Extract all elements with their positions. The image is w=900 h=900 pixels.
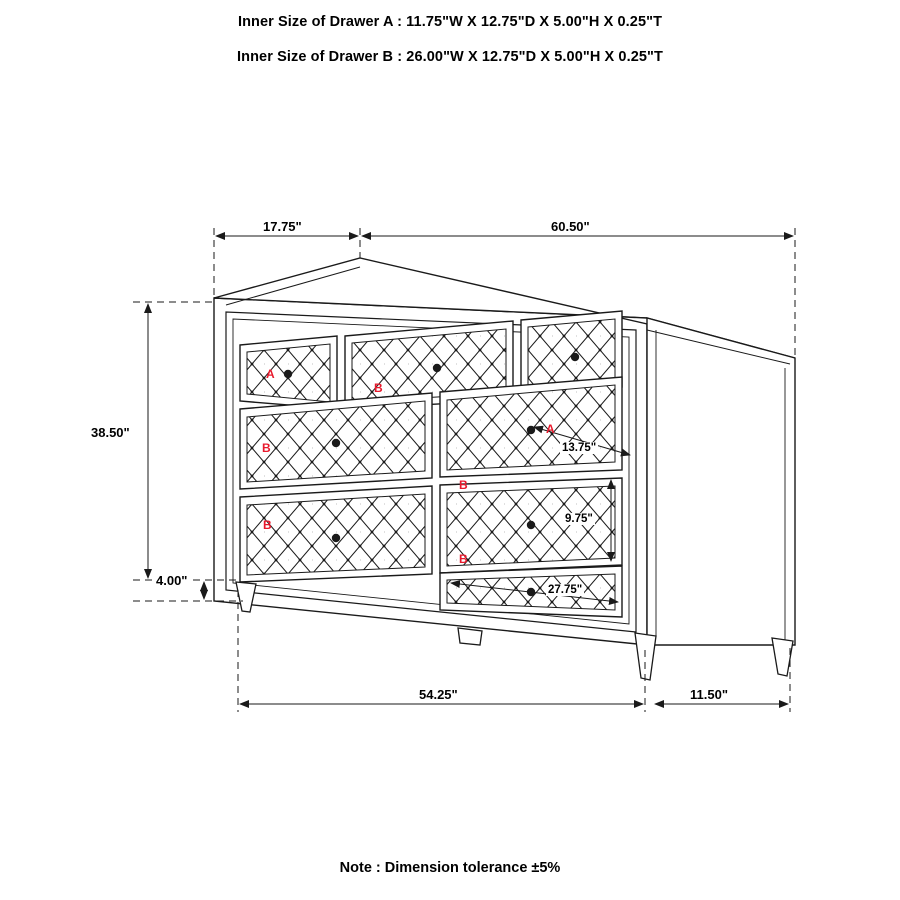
- dimension-label-4-00: 4.00": [156, 573, 188, 588]
- drawer-marker-b-4: B: [263, 518, 272, 532]
- drawer-fronts: [240, 311, 622, 617]
- drawer-b-size-note: Inner Size of Drawer B : 26.00"W X 12.75"D X 5.00"H X 0.25"T: [237, 49, 663, 65]
- dimension-label-11-50: 11.50": [690, 687, 728, 702]
- dimension-label-17-75: 17.75": [263, 219, 302, 234]
- drawer-row4-right: [440, 566, 622, 617]
- drawer-marker-b-3: B: [459, 478, 468, 492]
- dimension-label-60-50: 60.50": [551, 219, 590, 234]
- drawer-marker-b-2: B: [262, 441, 271, 455]
- dimension-label-13-75: 13.75": [562, 442, 597, 454]
- dimension-label-27-75: 27.75": [548, 584, 583, 596]
- drawer-row3-left: [240, 486, 432, 582]
- dimension-label-38-50: 38.50": [91, 425, 130, 440]
- dimension-label-54-25: 54.25": [419, 687, 458, 702]
- drawer-row2-right: [440, 377, 622, 477]
- dimension-label-9-75: 9.75": [565, 513, 593, 525]
- drawer-marker-a-2: A: [546, 422, 555, 436]
- drawer-marker-a-1: A: [266, 367, 275, 381]
- drawer-a-size-note: Inner Size of Drawer A : 11.75"W X 12.75"D X 5.00"H X 0.25"T: [237, 14, 663, 30]
- tolerance-note: Note : Dimension tolerance ±5%: [339, 860, 561, 876]
- drawer-row1-left: [240, 336, 337, 409]
- drawer-marker-b-5: B: [459, 552, 468, 566]
- drawer-marker-b-1: B: [374, 381, 383, 395]
